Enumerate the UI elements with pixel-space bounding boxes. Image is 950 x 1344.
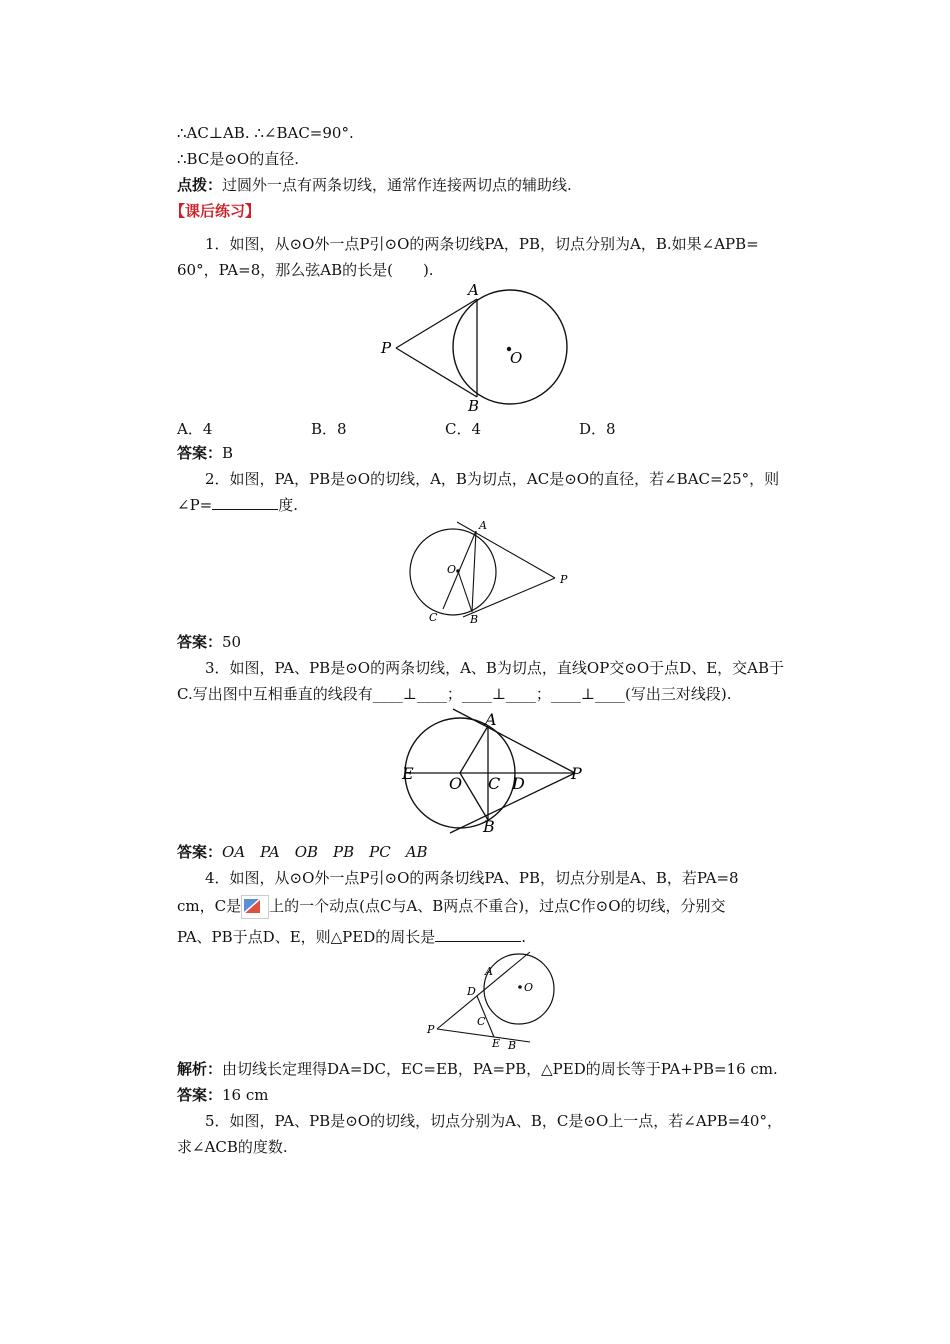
q1-option-b: B．8 xyxy=(311,420,347,438)
q4-label-b: B xyxy=(508,1039,517,1052)
arc-ab-image-icon xyxy=(241,895,269,919)
q2-answer xyxy=(177,631,241,653)
hint-line xyxy=(177,174,572,196)
q4-answer-label: 答案： xyxy=(177,1086,223,1104)
q3-label-c: C xyxy=(488,774,501,793)
q4-circle xyxy=(484,954,554,1024)
q3-figure xyxy=(395,705,595,843)
q2-tangent-pb xyxy=(463,578,555,617)
q4-analysis-text: 由切线长定理得DA=DC，EC=EB，PA=PB，△PED的周长等于PA+PB=16 cm. xyxy=(222,1060,778,1078)
q2-chord-ab xyxy=(472,531,476,612)
section-title xyxy=(170,200,260,222)
q2-tangent-pa xyxy=(457,522,555,578)
q2-line-2 xyxy=(177,494,298,516)
q1-answer xyxy=(177,442,233,464)
q4-label-a: A xyxy=(485,965,493,978)
section-title-text: 【课后练习】 xyxy=(170,202,261,220)
q3-label-o: O xyxy=(449,774,463,793)
q2-label-b: B xyxy=(470,613,479,626)
q1-tangent-pb xyxy=(396,348,477,397)
q2-blank xyxy=(212,495,278,510)
q4-label-p: P xyxy=(427,1023,435,1036)
q1-answer-label: 答案： xyxy=(177,444,223,462)
q4-line-2-b: 上的一个动点(点C与A、B两点不重合)，过点C作⊙O的切线，分别交 xyxy=(269,897,726,915)
q2-radius-ob xyxy=(458,571,472,612)
q3-line-2: C.写出图中互相垂直的线段有____⊥____；____⊥____；____⊥____(写出三对线段). xyxy=(177,685,732,703)
q3-label-p: P xyxy=(571,764,582,783)
q4-line-1: 4．如图，从⊙O外一点P引⊙O的两条切线PA、PB，切点分别是A、B，若PA=8 xyxy=(205,869,739,887)
q3-answer xyxy=(177,841,428,863)
q1-figure xyxy=(370,278,580,418)
q4-answer-value: 16 cm xyxy=(222,1086,269,1104)
q3-label-b: B xyxy=(483,817,495,836)
q2-label-a: A xyxy=(479,519,487,532)
q1-label-p: P xyxy=(381,339,392,357)
q1-tangent-pa xyxy=(396,299,477,348)
q3-label-a: A xyxy=(485,710,497,729)
q4-label-d: D xyxy=(467,985,476,998)
q1-option-c: C．4 xyxy=(445,420,482,438)
q4-line-2-a: cm，C是 xyxy=(177,897,242,915)
q4-line-3-b: . xyxy=(521,928,527,946)
q2-center-dot xyxy=(456,569,460,573)
q3-radius-ob xyxy=(460,773,488,820)
q4-line-3-a: PA、PB于点D、E，则△PED的周长是 xyxy=(177,928,436,946)
q2-answer-value: 50 xyxy=(222,633,242,651)
q2-label-c: C xyxy=(429,611,438,624)
q1-circle xyxy=(453,290,567,404)
q4-line-2 xyxy=(177,895,726,919)
hint-label: 点拨： xyxy=(177,176,223,194)
q4-figure xyxy=(422,950,572,1056)
q4-analysis-label: 解析： xyxy=(177,1060,223,1078)
q1-label-a: A xyxy=(468,281,479,299)
q5-line-2: 求∠ACB的度数. xyxy=(177,1138,288,1156)
q4-label-o: O xyxy=(524,981,534,994)
q1-label-b: B xyxy=(468,397,480,415)
q1-line-2: 60°，PA=8，那么弦AB的长是( ). xyxy=(177,261,434,279)
q2-line-1: 2．如图，PA，PB是⊙O的切线，A，B为切点，AC是⊙O的直径，若∠BAC=25°，则 xyxy=(205,470,780,488)
q1-label-o: O xyxy=(510,349,523,367)
q2-line-2-a: ∠P= xyxy=(177,496,213,514)
q4-center-dot xyxy=(518,985,522,989)
q1-option-a: A．4 xyxy=(177,420,213,438)
proof-line-1: ∴AC⊥AB. ∴∠BAC=90°. xyxy=(177,124,354,142)
q3-radius-oa xyxy=(460,726,488,773)
q1-options xyxy=(177,418,713,440)
q3-line-1: 3．如图，PA、PB是⊙O的两条切线，A、B为切点，直线OP交⊙O于点D、E，交AB于 xyxy=(205,659,785,677)
q2-line-2-b: 度. xyxy=(278,496,299,514)
q4-label-c: C xyxy=(477,1015,486,1028)
q3-answer-value: OA PA OB PB PC AB xyxy=(222,843,428,861)
q4-line-3 xyxy=(177,926,526,948)
q2-answer-label: 答案： xyxy=(177,633,223,651)
proof-line-2: ∴BC是⊙O的直径. xyxy=(177,150,299,168)
q2-label-o: O xyxy=(447,563,457,576)
q3-label-e: E xyxy=(402,764,414,783)
q4-analysis xyxy=(177,1058,778,1080)
q3-label-d: D xyxy=(512,774,525,793)
q1-option-d: D．8 xyxy=(579,420,616,438)
hint-text: 过圆外一点有两条切线，通常作连接两切点的辅助线. xyxy=(222,176,572,194)
q4-answer xyxy=(177,1084,269,1106)
q4-label-e: E xyxy=(492,1037,501,1050)
q2-label-p: P xyxy=(560,573,568,586)
q3-answer-label: 答案： xyxy=(177,843,223,861)
q5-line-1: 5．如图，PA、PB是⊙O的切线，切点分别为A、B，C是⊙O上一点，若∠APB=40°， xyxy=(205,1112,782,1130)
q1-answer-value: B xyxy=(222,444,234,462)
q4-blank xyxy=(435,927,521,942)
q2-figure xyxy=(405,516,580,628)
q1-line-1: 1．如图，从⊙O外一点P引⊙O的两条切线PA，PB，切点分别为A，B.如果∠APB= xyxy=(205,235,759,253)
